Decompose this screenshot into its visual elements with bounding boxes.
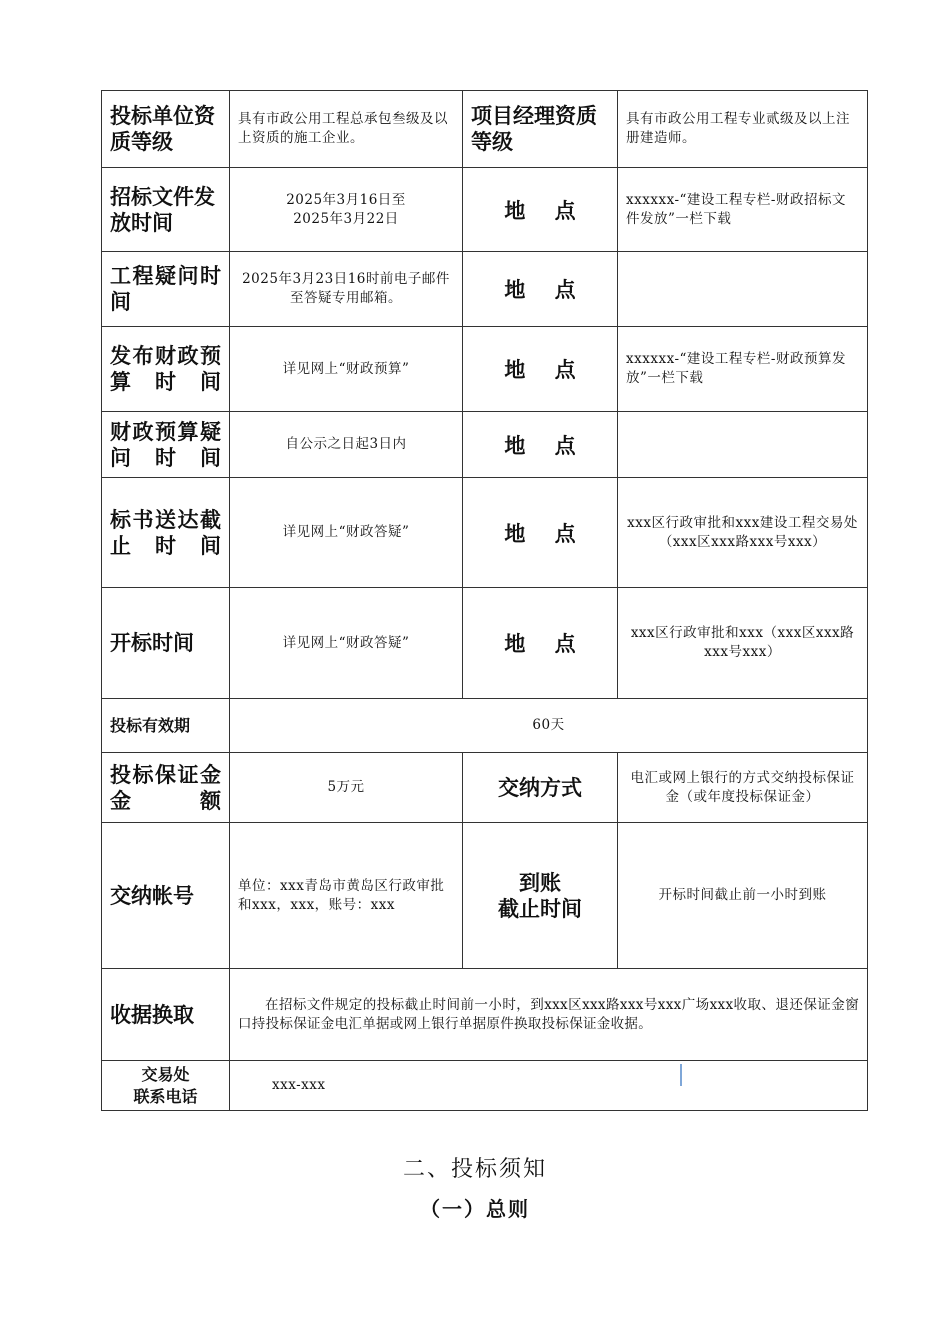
pm-qualification-label: 项目经理资质等级 [463, 91, 618, 168]
row-budget-question [102, 412, 868, 478]
budget-question-place [618, 412, 868, 478]
validity-label: 投标有效期 [102, 699, 230, 753]
row-receipt [102, 969, 868, 1061]
deadline-label-line1: 到账 [519, 870, 561, 895]
payment-method-value: 电汇或网上银行的方式交纳投标保证金（或年度投标保证金） [618, 753, 868, 823]
budget-issue-place: xxxxxx-“建设工程专栏-财政预算发放”一栏下载 [618, 327, 868, 412]
pm-qualification-value: 具有市政公用工程专业贰级及以上注册建造师。 [618, 91, 868, 168]
row-submission [102, 478, 868, 588]
opening-time: 详见网上“财政答疑” [230, 588, 463, 699]
doc-issue-place-label: 地 点 [463, 168, 618, 252]
doc-issue-label: 招标文件发放时间 [102, 168, 230, 252]
submission-place: xxx区行政审批和xxx建设工程交易处（xxx区xxx路xxx号xxx） [618, 478, 868, 588]
contact-value: xxx-xxx [230, 1061, 868, 1111]
opening-place: xxx区行政审批和xxx（xxx区xxx路xxx号xxx） [618, 588, 868, 699]
receipt-value: 在招标文件规定的投标截止时间前一小时，到xxx区xxx路xxx号xxx广场xxx收取、退还保证金窗口持投标保证金电汇单据或网上银行单据原件换取投标保证金收据。 [230, 969, 868, 1061]
budget-question-place-label: 地 点 [463, 412, 618, 478]
budget-question-time: 自公示之日起3日内 [230, 412, 463, 478]
submission-place-label: 地 点 [463, 478, 618, 588]
deadline-value: 开标时间截止前一小时到账 [618, 823, 868, 969]
submission-time: 详见网上“财政答疑” [230, 478, 463, 588]
budget-issue-label: 发布财政预算时间 [102, 327, 230, 412]
question-time: 2025年3月23日16时前电子邮件至答疑专用邮箱。 [230, 252, 463, 327]
contact-label-line2: 联系电话 [133, 1086, 198, 1106]
bidder-qualification-label: 投标单位资质等级 [102, 91, 230, 168]
account-value: 单位：xxx青岛市黄岛区行政审批和xxx，xxx，账号：xxx [230, 823, 463, 969]
doc-issue-time [230, 168, 463, 252]
question-label: 工程疑问时间 [102, 252, 230, 327]
deadline-label-line2: 截止时间 [498, 896, 582, 921]
section-title: 二、投标须知 [402, 1157, 547, 1182]
doc-issue-time-line1: 2025年3月16日至 [286, 191, 406, 208]
tender-info-table [101, 90, 868, 1111]
text-cursor [680, 1064, 682, 1086]
question-place-label: 地 点 [463, 252, 618, 327]
opening-place-label: 地 点 [463, 588, 618, 699]
question-place [618, 252, 868, 327]
row-doc-issue [102, 168, 868, 252]
doc-issue-time-line2: 2025年3月22日 [293, 210, 399, 227]
opening-label: 开标时间 [102, 588, 230, 699]
row-deposit [102, 753, 868, 823]
contact-label [102, 1061, 230, 1111]
row-budget-issue [102, 327, 868, 412]
receipt-label: 收据换取 [102, 969, 230, 1061]
row-contact [102, 1061, 868, 1111]
deadline-label [463, 823, 618, 969]
deposit-label: 投标保证金金额 [102, 753, 230, 823]
doc-issue-place: xxxxxx-“建设工程专栏-财政招标文件发放”一栏下载 [618, 168, 868, 252]
row-account [102, 823, 868, 969]
bidder-qualification-value: 具有市政公用工程总承包叁级及以上资质的施工企业。 [230, 91, 463, 168]
section-subtitle: （一）总则 [420, 1197, 530, 1221]
budget-issue-time: 详见网上“财政预算” [230, 327, 463, 412]
submission-label: 标书送达截止时间 [102, 478, 230, 588]
budget-issue-place-label: 地 点 [463, 327, 618, 412]
row-qualification [102, 91, 868, 168]
payment-method-label: 交纳方式 [463, 753, 618, 823]
row-opening [102, 588, 868, 699]
contact-label-line1: 交易处 [141, 1064, 190, 1084]
row-question [102, 252, 868, 327]
deposit-amount: 5万元 [230, 753, 463, 823]
validity-value: 60天 [230, 699, 868, 753]
row-validity [102, 699, 868, 753]
account-label: 交纳帐号 [102, 823, 230, 969]
budget-question-label: 财政预算疑问时间 [102, 412, 230, 478]
